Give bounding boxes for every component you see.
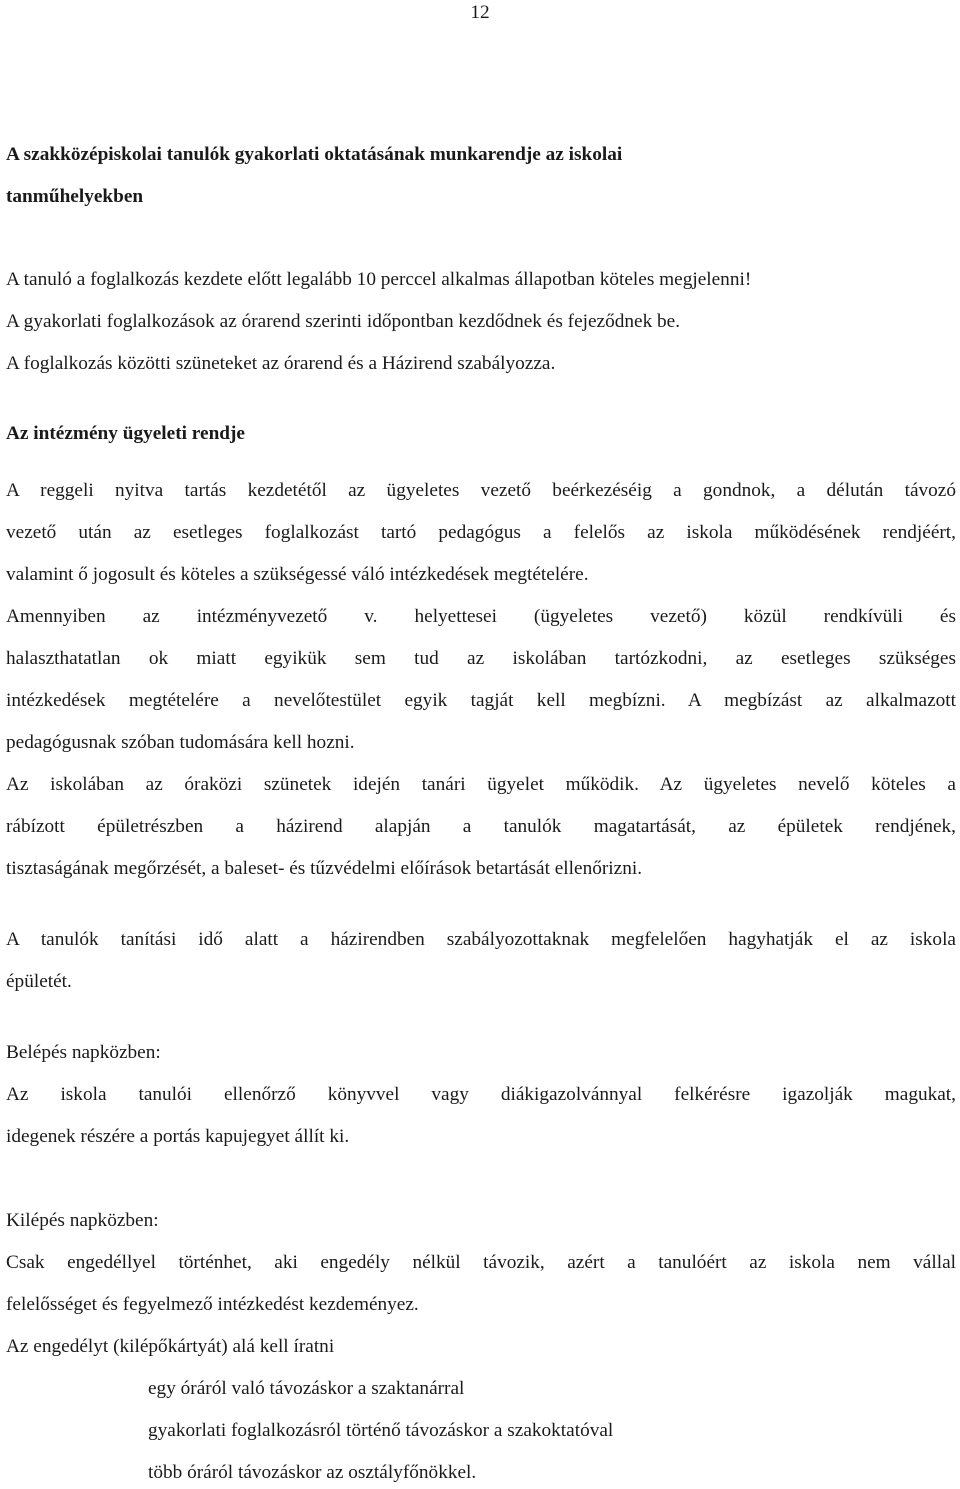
page-number: 12 [470,2,490,23]
text-line: rábízott épületrészben a házirend alapján a tanulók magatartását, az épületek rendjének, [6,816,956,837]
text-line: tisztaságának megőrzését, a baleset- és tűzvédelmi előírások betartását ellenőrizni. [6,858,643,879]
text-line: halaszthatatlan ok miatt egyikük sem tud az iskolában tartózkodni, az esetleges szükséges [6,648,956,669]
text-line: Az engedélyt (kilépőkártyát) alá kell íratni [6,1336,335,1357]
text-line: felelősséget és fegyelmező intézkedést kezdeményez. [6,1294,419,1315]
section-title-line-1: A szakközépiskolai tanulók gyakorlati oktatásának munkarendje az iskolai [6,144,623,165]
text-line: Az iskolában az óraközi szünetek idején tanári ügyelet működik. Az ügyeletes nevelő köteles a [6,774,956,795]
text-line: vezető után az esetleges foglalkozást tartó pedagógus a felelős az iskola működésének rendjéért, [6,522,956,543]
entry-heading: Belépés napközben: [6,1042,161,1063]
text-line: A reggeli nyitva tartás kezdetétől az ügyeletes vezető beérkezéséig a gondnok, a délután távozó [6,480,956,501]
text-line: A tanuló a foglalkozás kezdete előtt legalább 10 perccel alkalmas állapotban köteles megjelenni! [6,269,752,290]
text-line: A foglalkozás közötti szüneteket az órarend és a Házirend szabályozza. [6,353,556,374]
section-title-line-2: tanműhelyekben [6,186,144,207]
text-line: idegenek részére a portás kapujegyet állít ki. [6,1126,350,1147]
text-line: pedagógusnak szóban tudomására kell hozni. [6,732,355,753]
text-line: Csak engedéllyel történhet, aki engedély nélkül távozik, azért a tanulóért az iskola nem vállal [6,1252,956,1273]
text-line: A tanulók tanítási idő alatt a házirendben szabályozottaknak megfelelően hagyhatják el az iskola [6,929,956,950]
section-heading-duty: Az intézmény ügyeleti rendje [6,423,245,444]
text-line: intézkedések megtételére a nevelőtestület egyik tagját kell megbízni. A megbízást az alkalmazott [6,690,956,711]
text-line: A gyakorlati foglalkozások az órarend szerinti időpontban kezdődnek és fejeződnek be. [6,311,681,332]
text-line: Amennyiben az intézményvezető v. helyettesei (ügyeletes vezető) közül rendkívüli és [6,606,956,627]
list-item: gyakorlati foglalkozásról történő távozáskor a szakoktatóval [148,1420,614,1441]
list-item: több óráról távozáskor az osztályfőnökkel. [148,1462,477,1483]
exit-heading: Kilépés napközben: [6,1210,159,1231]
text-line: Az iskola tanulói ellenőrző könyvvel vagy diákigazolvánnyal felkérésre igazolják magukat, [6,1084,956,1105]
text-line: valamint ő jogosult és köteles a szükségessé váló intézkedések megtételére. [6,564,589,585]
list-item: egy óráról való távozáskor a szaktanárral [148,1378,465,1399]
text-line: épületét. [6,971,72,992]
